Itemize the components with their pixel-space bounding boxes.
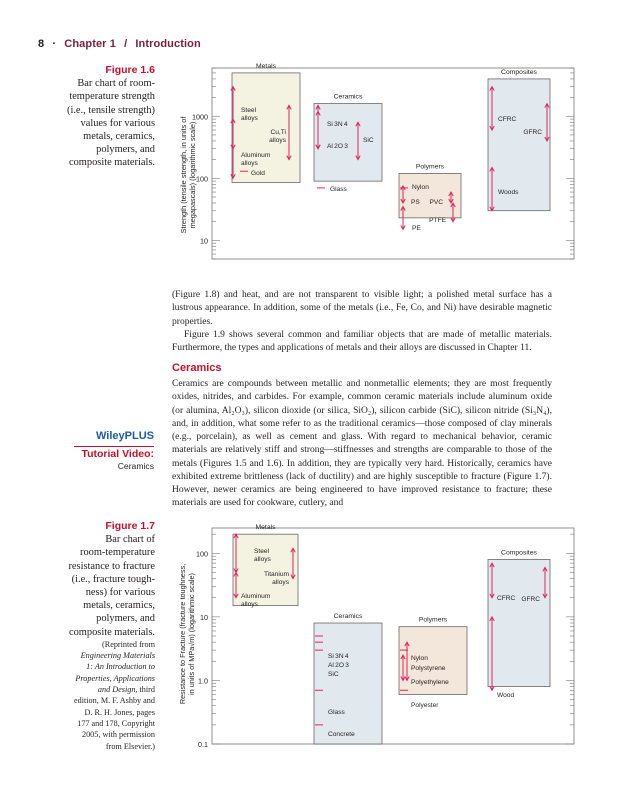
item-label-polystyrene: Polystyrene — [411, 665, 446, 672]
caption-line: resistance to fracture — [68, 560, 155, 572]
item-label-steel-alloys: alloys — [254, 556, 271, 563]
item-label-al2o3: Al 2O 3 — [327, 143, 348, 150]
paragraph-1: (Figure 1.8) and heat, and are not transparent to visible light; a polished metal surface has a lustrous appearance. In addition, some of the metals (i.e., Fe, Co, and Ni) have desirable magnetic properties. — [172, 289, 552, 327]
credit-text: Engineering Materials — [80, 651, 155, 661]
tick-label: 100 — [196, 174, 208, 184]
item-label-pe: PE — [412, 225, 421, 232]
group-label-metals: Metals — [255, 62, 277, 70]
credit-line: from Elsevier.) — [105, 741, 155, 751]
caption-line: Bar chart of — [105, 534, 155, 546]
item-label-sic: SiC — [328, 671, 339, 678]
caption-line: (i.e., tensile strength) — [66, 104, 155, 116]
item-label-woods: Woods — [498, 189, 519, 196]
wileyplus-brand[interactable]: WileyPLUS — [96, 430, 154, 442]
chapter-label: Chapter 1 — [64, 38, 116, 50]
item-label-nylon: Nylon — [412, 184, 429, 191]
page-number: 8 — [38, 38, 45, 50]
credit-text: 1: An Introduction to — [86, 662, 155, 672]
credit-line: (Reprinted from — [102, 639, 155, 649]
caption-line: ness) for various — [85, 587, 155, 599]
item-label-nylon: Nylon — [411, 655, 428, 662]
tick-label: 10 — [200, 612, 208, 622]
item-label-titanium-alloys: alloys — [272, 579, 289, 586]
credit-line: 2005, with permission — [81, 730, 155, 740]
figure-1-6-label: Figure 1.6 — [105, 64, 155, 76]
item-label-steel-alloys: Steel — [241, 107, 257, 114]
caption-line: polymers, and — [96, 144, 155, 156]
group-label-composites: Composites — [501, 549, 537, 557]
item-label-gfrc: GFRC — [523, 129, 542, 136]
item-label-aluminum-alloys: Aluminum — [241, 593, 271, 600]
item-label-pvc: PVC — [429, 199, 443, 206]
caption-line: (i.e., fracture tough- — [71, 573, 155, 585]
tick-label: 0.1 — [198, 740, 208, 749]
group-box-ceramics — [314, 623, 382, 744]
ylabel-line: megapascals) (logarithmic scale) — [188, 121, 197, 229]
credit-text: and Design, — [97, 685, 138, 695]
group-label-composites: Composites — [501, 68, 537, 76]
item-label-wood: Wood — [497, 692, 515, 699]
item-label-gold: Gold — [251, 170, 265, 177]
caption-line: temperature strength — [69, 91, 155, 103]
group-label-polymers: Polymers — [415, 163, 445, 171]
item-label-sic: SiC — [363, 137, 374, 144]
credit-line: D. R. H. Jones, pages — [84, 707, 155, 717]
item-label-si3n4: Si 3N 4 — [328, 653, 349, 660]
item-label-aluminum-alloys: alloys — [241, 601, 258, 608]
item-label-steel-alloys: alloys — [241, 115, 258, 122]
tutorial-video-link[interactable]: Tutorial Video: — [74, 446, 154, 460]
credit-line: 177 and 178, Copyright — [77, 718, 155, 728]
item-label-ptfe: PTFE — [429, 217, 446, 224]
item-label-glass: Glass — [328, 709, 345, 716]
item-label-steel-alloys: Steel — [254, 548, 270, 555]
caption-line: Bar chart of room- — [77, 78, 155, 90]
group-label-ceramics: Ceramics — [333, 613, 363, 621]
header-divider: / — [124, 38, 128, 50]
item-label-gfrc: GFRC — [521, 596, 540, 603]
figure-1-7-label: Figure 1.7 — [105, 520, 155, 532]
tick-label: 1.0 — [198, 676, 208, 686]
credit-text: Properties, Applications — [75, 673, 155, 683]
section-heading-ceramics: Ceramics — [172, 362, 222, 374]
group-box-composites — [488, 559, 550, 686]
item-label-cu-ti-alloys: alloys — [269, 137, 286, 144]
caption-line: values for various — [80, 117, 155, 129]
ylabel-line: in units of MPa√m) (logarithmic scale) — [187, 573, 196, 696]
credit-text: third — [137, 685, 155, 695]
item-label-al2o3: Al 2O 3 — [328, 662, 349, 669]
ylabel-line: Strength (tensile strength, in units of — [179, 116, 188, 234]
caption-line: room-temperature — [79, 547, 155, 559]
tutorial-video-topic: Ceramics — [117, 461, 154, 471]
caption-line: composite materials. — [69, 157, 155, 169]
paragraph-2: Figure 1.9 shows several common and familiar objects that are made of metallic materials. Furthermore, the types and applications of metals and their alloys are discussed in Chapter 11. — [172, 328, 552, 353]
item-label-cu-ti-alloys: Cu,Ti — [270, 129, 286, 136]
caption-line: polymers, and — [96, 613, 155, 625]
item-label-ps: PS — [411, 199, 420, 206]
group-label-ceramics: Ceramics — [333, 93, 363, 101]
tick-label: 100 — [196, 549, 208, 559]
group-label-polymers: Polymers — [418, 616, 448, 624]
caption-line: composite materials. — [69, 626, 155, 638]
group-label-metals: Metals — [255, 524, 276, 532]
item-label-aluminum-alloys: alloys — [241, 160, 258, 167]
item-label-si3n4: Si 3N 4 — [327, 121, 348, 128]
caption-line: metals, ceramics, — [83, 600, 155, 612]
ylabel-line: Resistance to Fracture (fracture toughness, — [178, 563, 187, 705]
chapter-title: Introduction — [135, 38, 201, 50]
item-label-polyester: Polyester — [411, 702, 439, 709]
item-label-polyethylene: Polyethylene — [411, 679, 449, 686]
item-label-cfrc: CFRC — [497, 595, 516, 602]
item-label-glass: Glass — [330, 186, 347, 193]
caption-line: metals, ceramics, — [83, 131, 155, 143]
item-label-titanium-alloys: Titanium — [263, 571, 289, 578]
item-label-cfrc: CFRC — [498, 116, 517, 123]
header-separator: · — [52, 38, 57, 50]
item-label-aluminum-alloys: Aluminum — [241, 152, 271, 159]
tick-label: 1000 — [192, 112, 208, 122]
tick-label: 10 — [200, 236, 208, 246]
item-label-concrete: Concrete — [328, 731, 355, 738]
credit-line: edition, M. F. Ashby and — [74, 696, 155, 706]
paragraph-3: Ceramics are compounds between metallic and nonmetallic elements; they are most frequently oxides, nitrides, and carbides. For example, common ceramic materials include aluminum oxide (or alumina, Al₂O₃), silicon dioxide (or silica, SiO₂), silicon carbide (SiC), silicon nitride (Si₃N₄), and, in addition, what some refer to as the traditional ceramics—those composed of clay minerals (e.g., porcelain), as well as cement and glass. With regard to mechanical behavior, ceramic materials are relatively stiff and strong—stiffnesses and strengths are comparable to those of the metals (Figures 1.5 and 1.6). In addition, they are typically very hard. Historically, ceramics have exhibited extreme brittleness (lack of ductility) and are highly susceptible to fracture (Figure 1.7). However, newer ceramics are being engineered to have improved resistance to fracture; these materials are used for cookware, cutlery, and — [172, 378, 552, 509]
